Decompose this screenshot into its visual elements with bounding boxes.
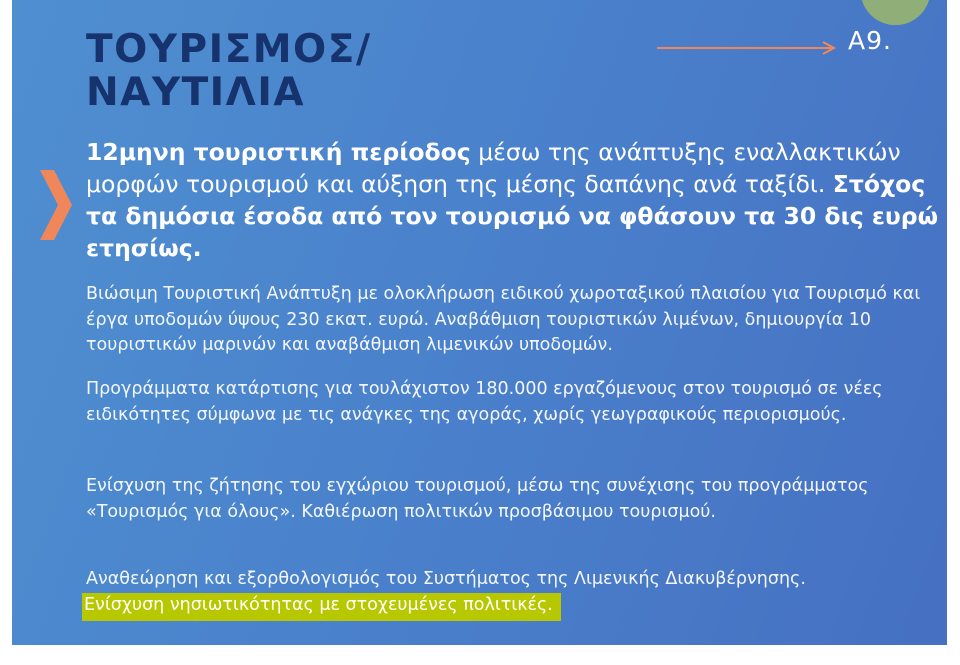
section-code: Α9. [848, 26, 892, 55]
paragraph-port-governance [86, 567, 926, 618]
title-line-2: ΝΑΥΤΙΛΙΑ [86, 70, 306, 115]
content-panel [12, 0, 947, 645]
paragraph-training-programs: Προγράμματα κατάρτισης για τουλάχιστον 180.000 εργαζόμενους στον τουρισμό σε νέες ειδικότητες σύμφωνα με τις ανάγκες της αγοράς, χωρίς γεωγραφικούς περιορισμούς. [86, 379, 883, 425]
highlighted-text: Ενίσχυση νησιωτικότητας με στοχευμένες πολιτικές. [82, 593, 561, 621]
paragraph-sustainable-development: Βιώσιμη Τουριστική Ανάπτυξη με ολοκλήρωση ειδικού χωροταξικού πλαισίου για Τουρισμό και έργα υποδομών ύψους 230 εκατ. ευρώ. Αναβάθμιση τουριστικών λιμένων, δημιουργία 10 τουριστικών μαρινών και αναβάθμιση λιμενικών υποδομών. [86, 284, 921, 355]
arrow-right-icon [657, 40, 837, 56]
lead-text-1: μέσω της ανάπτυξης εναλλακτικών μορφών τουρισμού και αύξηση της μέσης δαπάνης ανά ταξίδι. [86, 138, 901, 198]
lead-bold-1: 12μηνη τουριστική περίοδος [86, 138, 471, 166]
page-title [86, 28, 372, 114]
title-line-1: ΤΟΥΡΙΣΜΟΣ/ [86, 27, 372, 72]
port-governance-text: Αναθεώρηση και εξορθολογισμός του Συστήματος της Λιμενικής Διακυβέρνησης. [86, 569, 806, 589]
lead-paragraph [86, 136, 946, 264]
chevron-right-icon [40, 170, 72, 240]
lead-bold-2: Στόχος τα δημόσια έσοδα από τον τουρισμό να φθάσουν τα 30 δις ευρώ ετησίως. [86, 170, 939, 262]
paragraph-domestic-tourism: Ενίσχυση της ζήτησης του εγχώριου τουρισμού, μέσω της συνέχισης του προγράμματος «Τουρισμός για όλους». Καθιέρωση πολιτικών προσβάσιμου τουρισμού. [86, 476, 869, 522]
